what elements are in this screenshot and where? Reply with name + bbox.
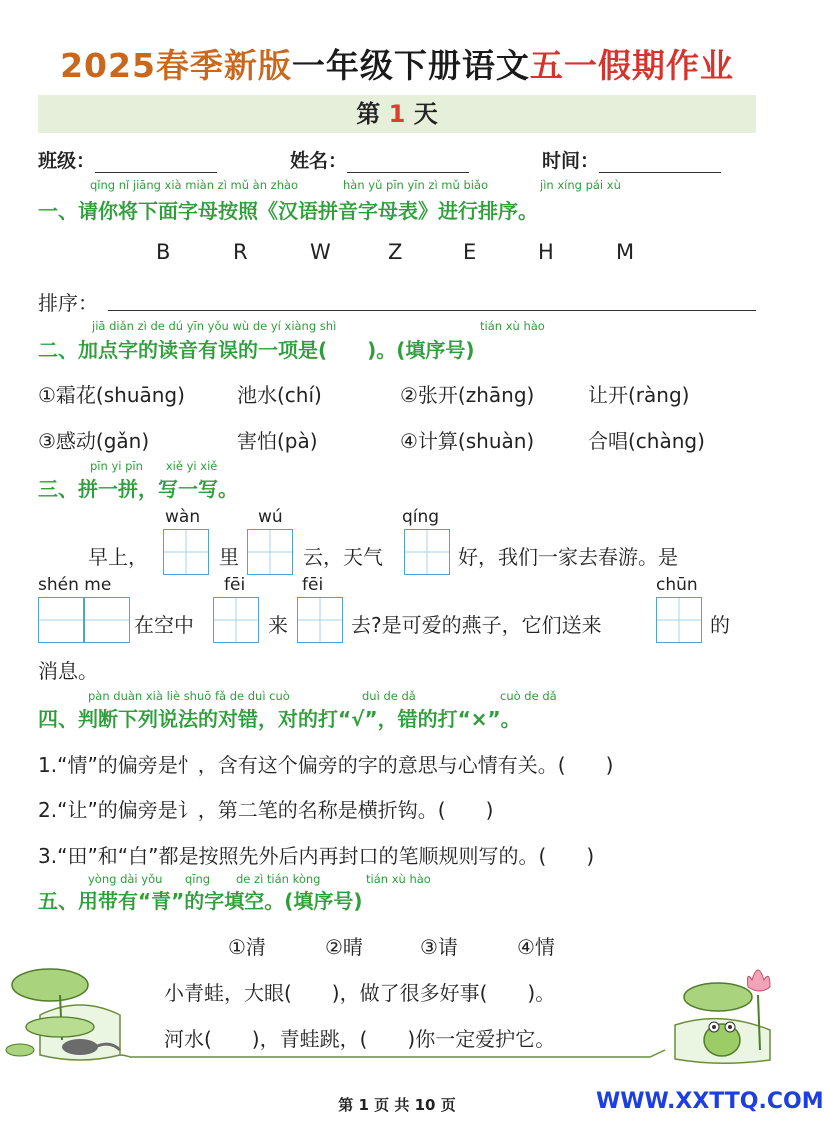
- s4-pinyin-2: duì de dǎ: [362, 689, 416, 703]
- s3-text: 云，天气: [303, 545, 383, 569]
- letter: Z: [388, 240, 403, 264]
- letter: M: [616, 240, 635, 264]
- grid-pinyin: fēi: [224, 575, 246, 595]
- page-title: [0, 40, 794, 87]
- page-number: 第 1 页 共 10 页: [338, 1096, 456, 1114]
- class-field[interactable]: [38, 146, 217, 173]
- s5-pinyin-2: qīng: [185, 872, 211, 886]
- s2-pinyin-1: jiā diǎn zì de dú yīn yǒu wù de yí xiàng shì: [92, 319, 337, 333]
- grid-pinyin: qíng: [402, 507, 440, 527]
- name-blank[interactable]: [347, 152, 469, 173]
- judge-item: 3.“田”和“白”都是按照先外后内再封口的笔顺规则写的。( ): [38, 844, 595, 868]
- judge-item: 2.“让”的偏旁是讠，第二笔的名称是横折钩。( ): [38, 798, 494, 822]
- s3-text: 消息。: [38, 659, 98, 683]
- name-field[interactable]: [290, 146, 469, 173]
- option-item: 合唱(chàng): [588, 429, 705, 453]
- fill-line: 河水( )，青蛙跳，( )你一定爱护它。: [164, 1027, 556, 1051]
- class-label: 班级：: [38, 150, 96, 172]
- writing-grid[interactable]: [404, 529, 450, 575]
- lotus-leaf-icon: [26, 1017, 94, 1037]
- fill-line: 小青蛙，大眼( )，做了很多好事( )。: [164, 981, 556, 1005]
- grid-pinyin: fēi: [302, 575, 324, 595]
- option-item: ③感动(gǎn): [38, 429, 150, 453]
- option-item: ①霜花(shuāng): [38, 383, 185, 407]
- grid-pinyin: chūn: [656, 575, 698, 595]
- s3-text: 早上，: [88, 545, 148, 569]
- option-item: ④计算(shuàn): [400, 429, 535, 453]
- writing-grid-double[interactable]: [38, 597, 130, 643]
- lotus-leaf-icon: [684, 983, 752, 1011]
- tadpole-icon: [62, 1039, 98, 1055]
- option-item: 害怕(pà): [237, 429, 318, 453]
- char-option: ④情: [517, 935, 555, 959]
- title-part1: 2025春季新版: [60, 46, 292, 85]
- s1-pinyin-2: hàn yǔ pīn yīn zì mǔ biǎo: [343, 178, 489, 192]
- s5-pinyin-1: yòng dài yǒu: [88, 872, 163, 886]
- time-field[interactable]: [542, 146, 721, 173]
- s3-text: 在空中: [134, 613, 194, 637]
- section-2-title: 二、加点字的读音有误的一项是( )。(填序号): [38, 338, 475, 362]
- s2-pinyin-2: tián xù hào: [480, 319, 545, 333]
- s4-pinyin-1: pàn duàn xià liè shuō fǎ de duì cuò: [88, 689, 290, 703]
- s5-pinyin-4: tián xù hào: [366, 872, 431, 886]
- writing-grid[interactable]: [247, 529, 293, 575]
- day-number: 1: [388, 100, 406, 128]
- letter: H: [538, 240, 554, 264]
- pond-decoration: [0, 955, 794, 1075]
- class-blank[interactable]: [95, 152, 217, 173]
- option-item: 池水(chí): [237, 383, 322, 407]
- s3-text: 好，我们一家去春游。是: [458, 545, 678, 569]
- section-1-title: 一、请你将下面字母按照《汉语拼音字母表》进行排序。: [38, 199, 538, 223]
- letter: B: [156, 240, 171, 264]
- writing-grid[interactable]: [163, 529, 209, 575]
- day-banner: [38, 95, 756, 133]
- judge-item: 1.“情”的偏旁是忄，含有这个偏旁的字的意思与心情有关。( ): [38, 753, 614, 777]
- s3-text: 去?是可爱的燕子，它们送来: [351, 613, 602, 637]
- time-label: 时间：: [542, 150, 600, 172]
- grid-pinyin: wàn: [165, 507, 201, 527]
- s1-pinyin-1: qǐng nǐ jiāng xià miàn zì mǔ àn zhào: [90, 178, 299, 192]
- brand-watermark: WWW.XXTTQ.COM: [596, 1089, 824, 1114]
- letter: E: [463, 240, 477, 264]
- day-suffix: 天: [413, 100, 438, 128]
- name-label: 姓名：: [290, 150, 348, 172]
- pond-border: [120, 1050, 665, 1057]
- section-5-title: 五、用带有“青”的字填空。(填序号): [38, 889, 363, 913]
- grid-pinyin: wú: [258, 507, 283, 527]
- s5-pinyin-3: de zì tián kòng: [236, 872, 321, 886]
- writing-grid[interactable]: [213, 597, 259, 643]
- day-prefix: 第: [356, 100, 381, 128]
- option-item: ②张开(zhāng): [400, 383, 535, 407]
- lotus-leaf-icon: [6, 1044, 34, 1056]
- option-item: 让开(ràng): [588, 383, 690, 407]
- letter: R: [233, 240, 248, 264]
- lotus-flower-icon: [748, 970, 771, 991]
- title-part2: 一年级下册语文: [291, 46, 530, 85]
- sort-answer-line[interactable]: [108, 310, 756, 311]
- s3-text: 里: [219, 545, 239, 569]
- s3-pinyin: pīn yi pīn xiě yi xiě: [90, 459, 218, 473]
- char-option: ①清: [228, 935, 266, 959]
- time-blank[interactable]: [599, 152, 721, 173]
- title-part3: 五一假期作业: [529, 46, 734, 85]
- sort-answer-label: 排序：: [38, 291, 98, 315]
- writing-grid[interactable]: [297, 597, 343, 643]
- writing-grid[interactable]: [656, 597, 702, 643]
- grid-pinyin: shén me: [38, 575, 112, 595]
- char-option: ②晴: [325, 935, 363, 959]
- frog-pupil: [728, 1025, 732, 1029]
- char-option: ③请: [420, 935, 458, 959]
- s3-text: 的: [710, 613, 730, 637]
- student-info: [38, 146, 756, 174]
- s3-text: 来: [268, 613, 288, 637]
- letter: W: [310, 240, 331, 264]
- s4-pinyin-3: cuò de dǎ: [500, 689, 557, 703]
- lotus-leaf-icon: [12, 969, 88, 1001]
- frog-pupil: [712, 1025, 716, 1029]
- section-3-title: 三、拼一拼，写一写。: [38, 477, 238, 501]
- s1-pinyin-3: jìn xíng pái xù: [540, 178, 621, 192]
- section-4-title: 四、判断下列说法的对错，对的打“√”，错的打“×”。: [38, 707, 521, 731]
